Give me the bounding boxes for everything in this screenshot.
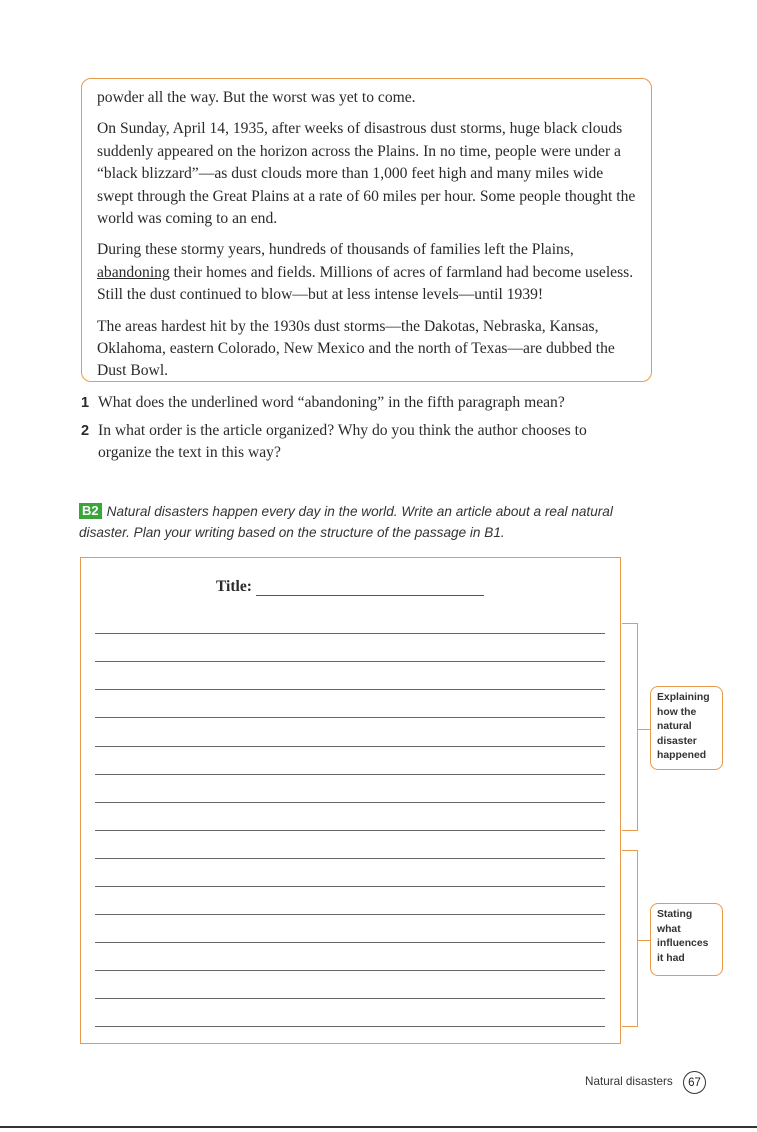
writing-line[interactable] — [95, 689, 605, 690]
bracket-upper-connector — [637, 729, 651, 730]
title-row — [216, 578, 484, 596]
question-text: In what order is the article organized? Why do you think the author chooses to organize the text in this way? — [98, 422, 587, 461]
bottom-rule — [0, 1126, 757, 1128]
writing-line[interactable] — [95, 998, 605, 999]
reading-passage-box — [81, 78, 652, 382]
paragraph-3 — [97, 239, 636, 306]
title-label: Title: — [216, 578, 252, 595]
task-text: Natural disasters happen every day in the world. Write an article about a real natural disaster. Plan your writing based on the structure of the passage in B1. — [79, 504, 613, 540]
writing-line[interactable] — [95, 970, 605, 971]
writing-line[interactable] — [95, 886, 605, 887]
page-number: 67 — [683, 1071, 706, 1094]
question-number: 1 — [81, 395, 90, 411]
side-label-stating: Stating what influences it had — [650, 903, 723, 976]
task-instruction — [79, 502, 644, 543]
paragraph-1: powder all the way. But the worst was yet to come. — [97, 89, 416, 106]
question-item — [81, 420, 641, 464]
underlined-word: abandoning — [97, 263, 170, 281]
writing-line[interactable] — [95, 774, 605, 775]
bracket-upper — [622, 623, 638, 831]
title-input-line[interactable] — [256, 578, 484, 596]
paragraph-3-end: their homes and fields. Millions of acres of farmland had become useless. Still the dust continued to blow—but at less intense levels—until 1939! — [97, 263, 634, 304]
paragraph-2: On Sunday, April 14, 1935, after weeks of disastrous dust storms, huge black clouds suddenly appeared on the horizon across the Plains. In no time, people were under a “black blizzard”—as dust clouds more than 1,000 feet high and many miles wide swept through the Great Plains at a rate of 60 miles per hour. Some people thought the world was coming to an end. — [97, 120, 636, 228]
footer-section-title: Natural disasters — [585, 1075, 673, 1088]
bracket-lower — [622, 850, 638, 1027]
question-number: 2 — [81, 423, 90, 439]
writing-line[interactable] — [95, 942, 605, 943]
writing-line[interactable] — [95, 746, 605, 747]
question-item — [81, 392, 641, 414]
writing-line[interactable] — [95, 661, 605, 662]
question-list — [81, 392, 641, 470]
writing-line[interactable] — [95, 802, 605, 803]
writing-line[interactable] — [95, 717, 605, 718]
writing-line[interactable] — [95, 633, 605, 634]
writing-line[interactable] — [95, 858, 605, 859]
bracket-lower-connector — [637, 940, 651, 941]
side-label-explaining: Explaining how the natural disaster happened — [650, 686, 723, 770]
question-text: What does the underlined word “abandoning” in the fifth paragraph mean? — [98, 394, 565, 411]
writing-line[interactable] — [95, 1026, 605, 1027]
paragraph-3-start: During these stormy years, hundreds of thousands of families left the Plains, — [97, 241, 574, 259]
writing-line[interactable] — [95, 914, 605, 915]
task-badge: B2 — [79, 503, 102, 519]
paragraph-4: The areas hardest hit by the 1930s dust storms—the Dakotas, Nebraska, Kansas, Oklahoma, eastern Colorado, New Mexico and the north of Texas—are dubbed the Dust Bowl. — [97, 317, 615, 380]
writing-area[interactable] — [80, 557, 621, 1044]
writing-line[interactable] — [95, 830, 605, 831]
